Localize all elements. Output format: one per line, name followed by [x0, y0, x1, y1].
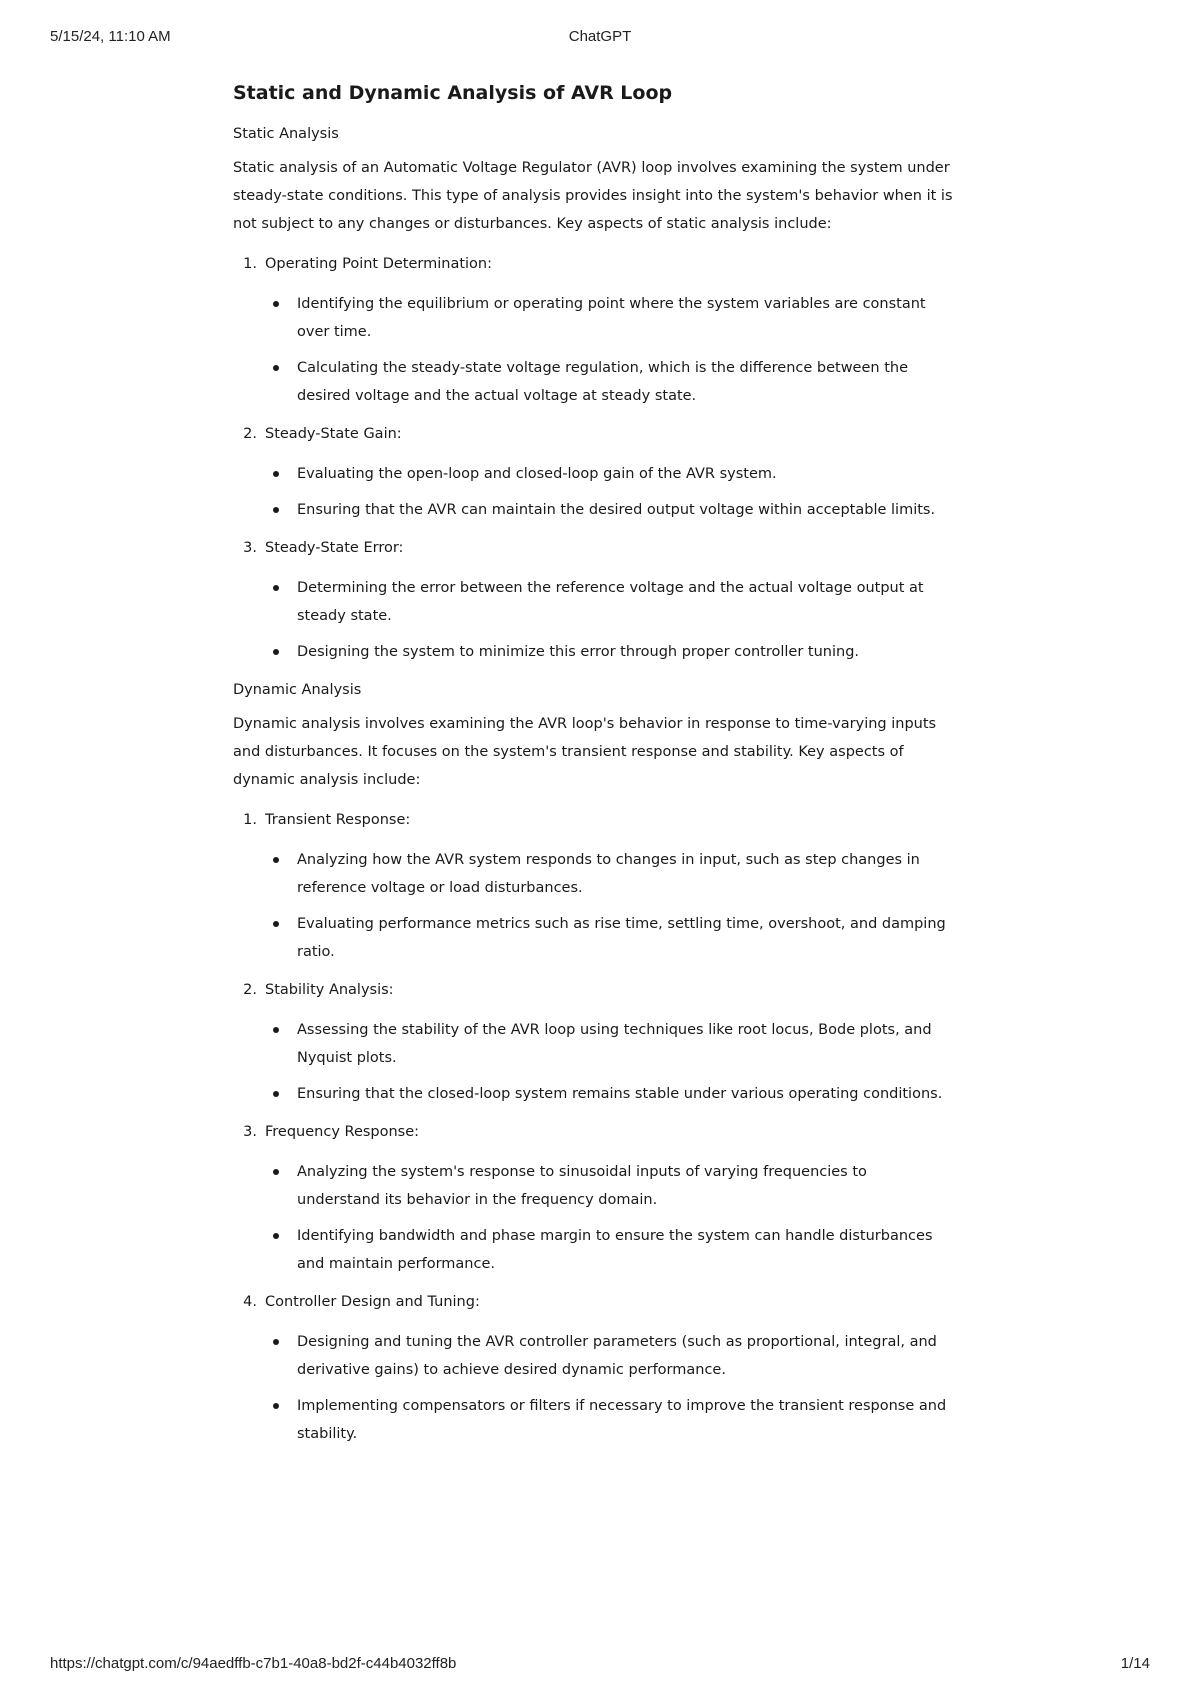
- bullet-text: Designing and tuning the AVR controller parameters (such as proportional, integral, and derivative gains) to achieve desired dynamic performance.: [297, 1334, 937, 1378]
- bullet-list: [233, 1328, 953, 1448]
- bullet-item: [233, 354, 953, 410]
- bullet-dot-icon: [273, 1169, 279, 1175]
- document-title: Static and Dynamic Analysis of AVR Loop: [233, 82, 673, 104]
- bullet-text: Implementing compensators or filters if necessary to improve the transient response and stability.: [297, 1398, 947, 1442]
- numbered-point: [233, 1288, 953, 1448]
- bullet-dot-icon: [273, 1233, 279, 1239]
- bullet-item: [233, 846, 953, 902]
- page-url: https://chatgpt.com/c/94aedffb-c7b1-40a8-bd2f-c44b4032ff8b: [50, 1655, 457, 1672]
- bullet-item: [233, 910, 953, 966]
- bullet-item: [233, 1222, 953, 1278]
- bullet-dot-icon: [273, 301, 279, 307]
- bullet-list: [233, 1158, 953, 1278]
- point-number: 4.: [243, 1294, 257, 1310]
- bullet-text: Evaluating the open-loop and closed-loop gain of the AVR system.: [297, 466, 777, 482]
- point-title: Stability Analysis:: [265, 982, 394, 998]
- bullet-text: Assessing the stability of the AVR loop using techniques like root locus, Bode plots, and Nyquist plots.: [297, 1022, 932, 1066]
- bullet-list: [233, 1016, 953, 1108]
- point-title-row: [233, 1118, 953, 1146]
- point-title-row: [233, 1288, 953, 1316]
- bullet-text: Determining the error between the reference voltage and the actual voltage output at steady state.: [297, 580, 924, 624]
- numbered-point: [233, 534, 953, 666]
- bullet-dot-icon: [273, 365, 279, 371]
- print-footer: [50, 1655, 1150, 1677]
- point-number: 2.: [243, 426, 257, 442]
- print-page-title: ChatGPT: [568, 28, 632, 45]
- page-number: 1/14: [1120, 1655, 1150, 1672]
- point-title: Operating Point Determination:: [265, 256, 493, 272]
- bullet-item: [233, 638, 953, 666]
- bullet-dot-icon: [273, 585, 279, 591]
- bullet-text: Analyzing the system's response to sinusoidal inputs of varying frequencies to understand its behavior in the frequency domain.: [297, 1164, 867, 1208]
- static-intro: Static analysis of an Automatic Voltage Regulator (AVR) loop involves examining the system under steady-state conditions. This type of analysis provides insight into the system's behavior when it is not subject to any changes or disturbances. Key aspects of static analysis include:: [233, 160, 953, 232]
- bullet-list: [233, 460, 953, 524]
- dynamic-intro: Dynamic analysis involves examining the AVR loop's behavior in response to time-varying inputs and disturbances. It focuses on the system's transient response and stability. Key aspects of dynamic analysis include:: [233, 716, 937, 788]
- bullet-list: [233, 290, 953, 410]
- bullet-dot-icon: [273, 649, 279, 655]
- section-heading-dynamic: Dynamic Analysis: [233, 682, 362, 698]
- bullet-text: Identifying bandwidth and phase margin to ensure the system can handle disturbances and maintain performance.: [297, 1228, 933, 1272]
- print-header: [50, 28, 1150, 50]
- point-title: Steady-State Gain:: [265, 426, 402, 442]
- dynamic-points-list: [233, 806, 953, 1448]
- point-title-row: [233, 534, 953, 562]
- point-number: 2.: [243, 982, 257, 998]
- bullet-list: [233, 846, 953, 966]
- document-content: [233, 78, 953, 1458]
- bullet-text: Ensuring that the AVR can maintain the desired output voltage within acceptable limits.: [297, 502, 936, 518]
- bullet-dot-icon: [273, 857, 279, 863]
- point-title: Controller Design and Tuning:: [265, 1294, 480, 1310]
- point-number: 1.: [243, 812, 257, 828]
- print-datetime: 5/15/24, 11:10 AM: [50, 28, 171, 45]
- numbered-point: [233, 250, 953, 410]
- numbered-point: [233, 806, 953, 966]
- point-number: 3.: [243, 540, 257, 556]
- numbered-point: [233, 420, 953, 524]
- bullet-item: [233, 1158, 953, 1214]
- point-title-row: [233, 976, 953, 1004]
- bullet-text: Analyzing how the AVR system responds to changes in input, such as step changes in reference voltage or load disturbances.: [297, 852, 920, 896]
- bullet-dot-icon: [273, 1091, 279, 1097]
- point-title: Steady-State Error:: [265, 540, 404, 556]
- bullet-text: Calculating the steady-state voltage regulation, which is the difference between the desired voltage and the actual voltage at steady state.: [297, 360, 908, 404]
- bullet-item: [233, 1392, 953, 1448]
- bullet-item: [233, 1328, 953, 1384]
- bullet-text: Identifying the equilibrium or operating point where the system variables are constant over time.: [297, 296, 926, 340]
- section-heading-static: Static Analysis: [233, 126, 339, 142]
- point-title-row: [233, 250, 953, 278]
- bullet-text: Designing the system to minimize this error through proper controller tuning.: [297, 644, 860, 660]
- numbered-point: [233, 976, 953, 1108]
- bullet-item: [233, 460, 953, 488]
- bullet-list: [233, 574, 953, 666]
- static-points-list: [233, 250, 953, 666]
- bullet-text: Evaluating performance metrics such as rise time, settling time, overshoot, and damping ratio.: [297, 916, 946, 960]
- bullet-item: [233, 574, 953, 630]
- bullet-dot-icon: [273, 1403, 279, 1409]
- bullet-dot-icon: [273, 1339, 279, 1345]
- bullet-item: [233, 1016, 953, 1072]
- bullet-item: [233, 496, 953, 524]
- point-number: 1.: [243, 256, 257, 272]
- numbered-point: [233, 1118, 953, 1278]
- bullet-dot-icon: [273, 1027, 279, 1033]
- point-title: Transient Response:: [265, 812, 411, 828]
- bullet-dot-icon: [273, 921, 279, 927]
- point-title-row: [233, 806, 953, 834]
- point-title: Frequency Response:: [265, 1124, 420, 1140]
- bullet-dot-icon: [273, 507, 279, 513]
- bullet-item: [233, 1080, 953, 1108]
- bullet-text: Ensuring that the closed-loop system remains stable under various operating conditions.: [297, 1086, 943, 1102]
- bullet-item: [233, 290, 953, 346]
- point-number: 3.: [243, 1124, 257, 1140]
- point-title-row: [233, 420, 953, 448]
- bullet-dot-icon: [273, 471, 279, 477]
